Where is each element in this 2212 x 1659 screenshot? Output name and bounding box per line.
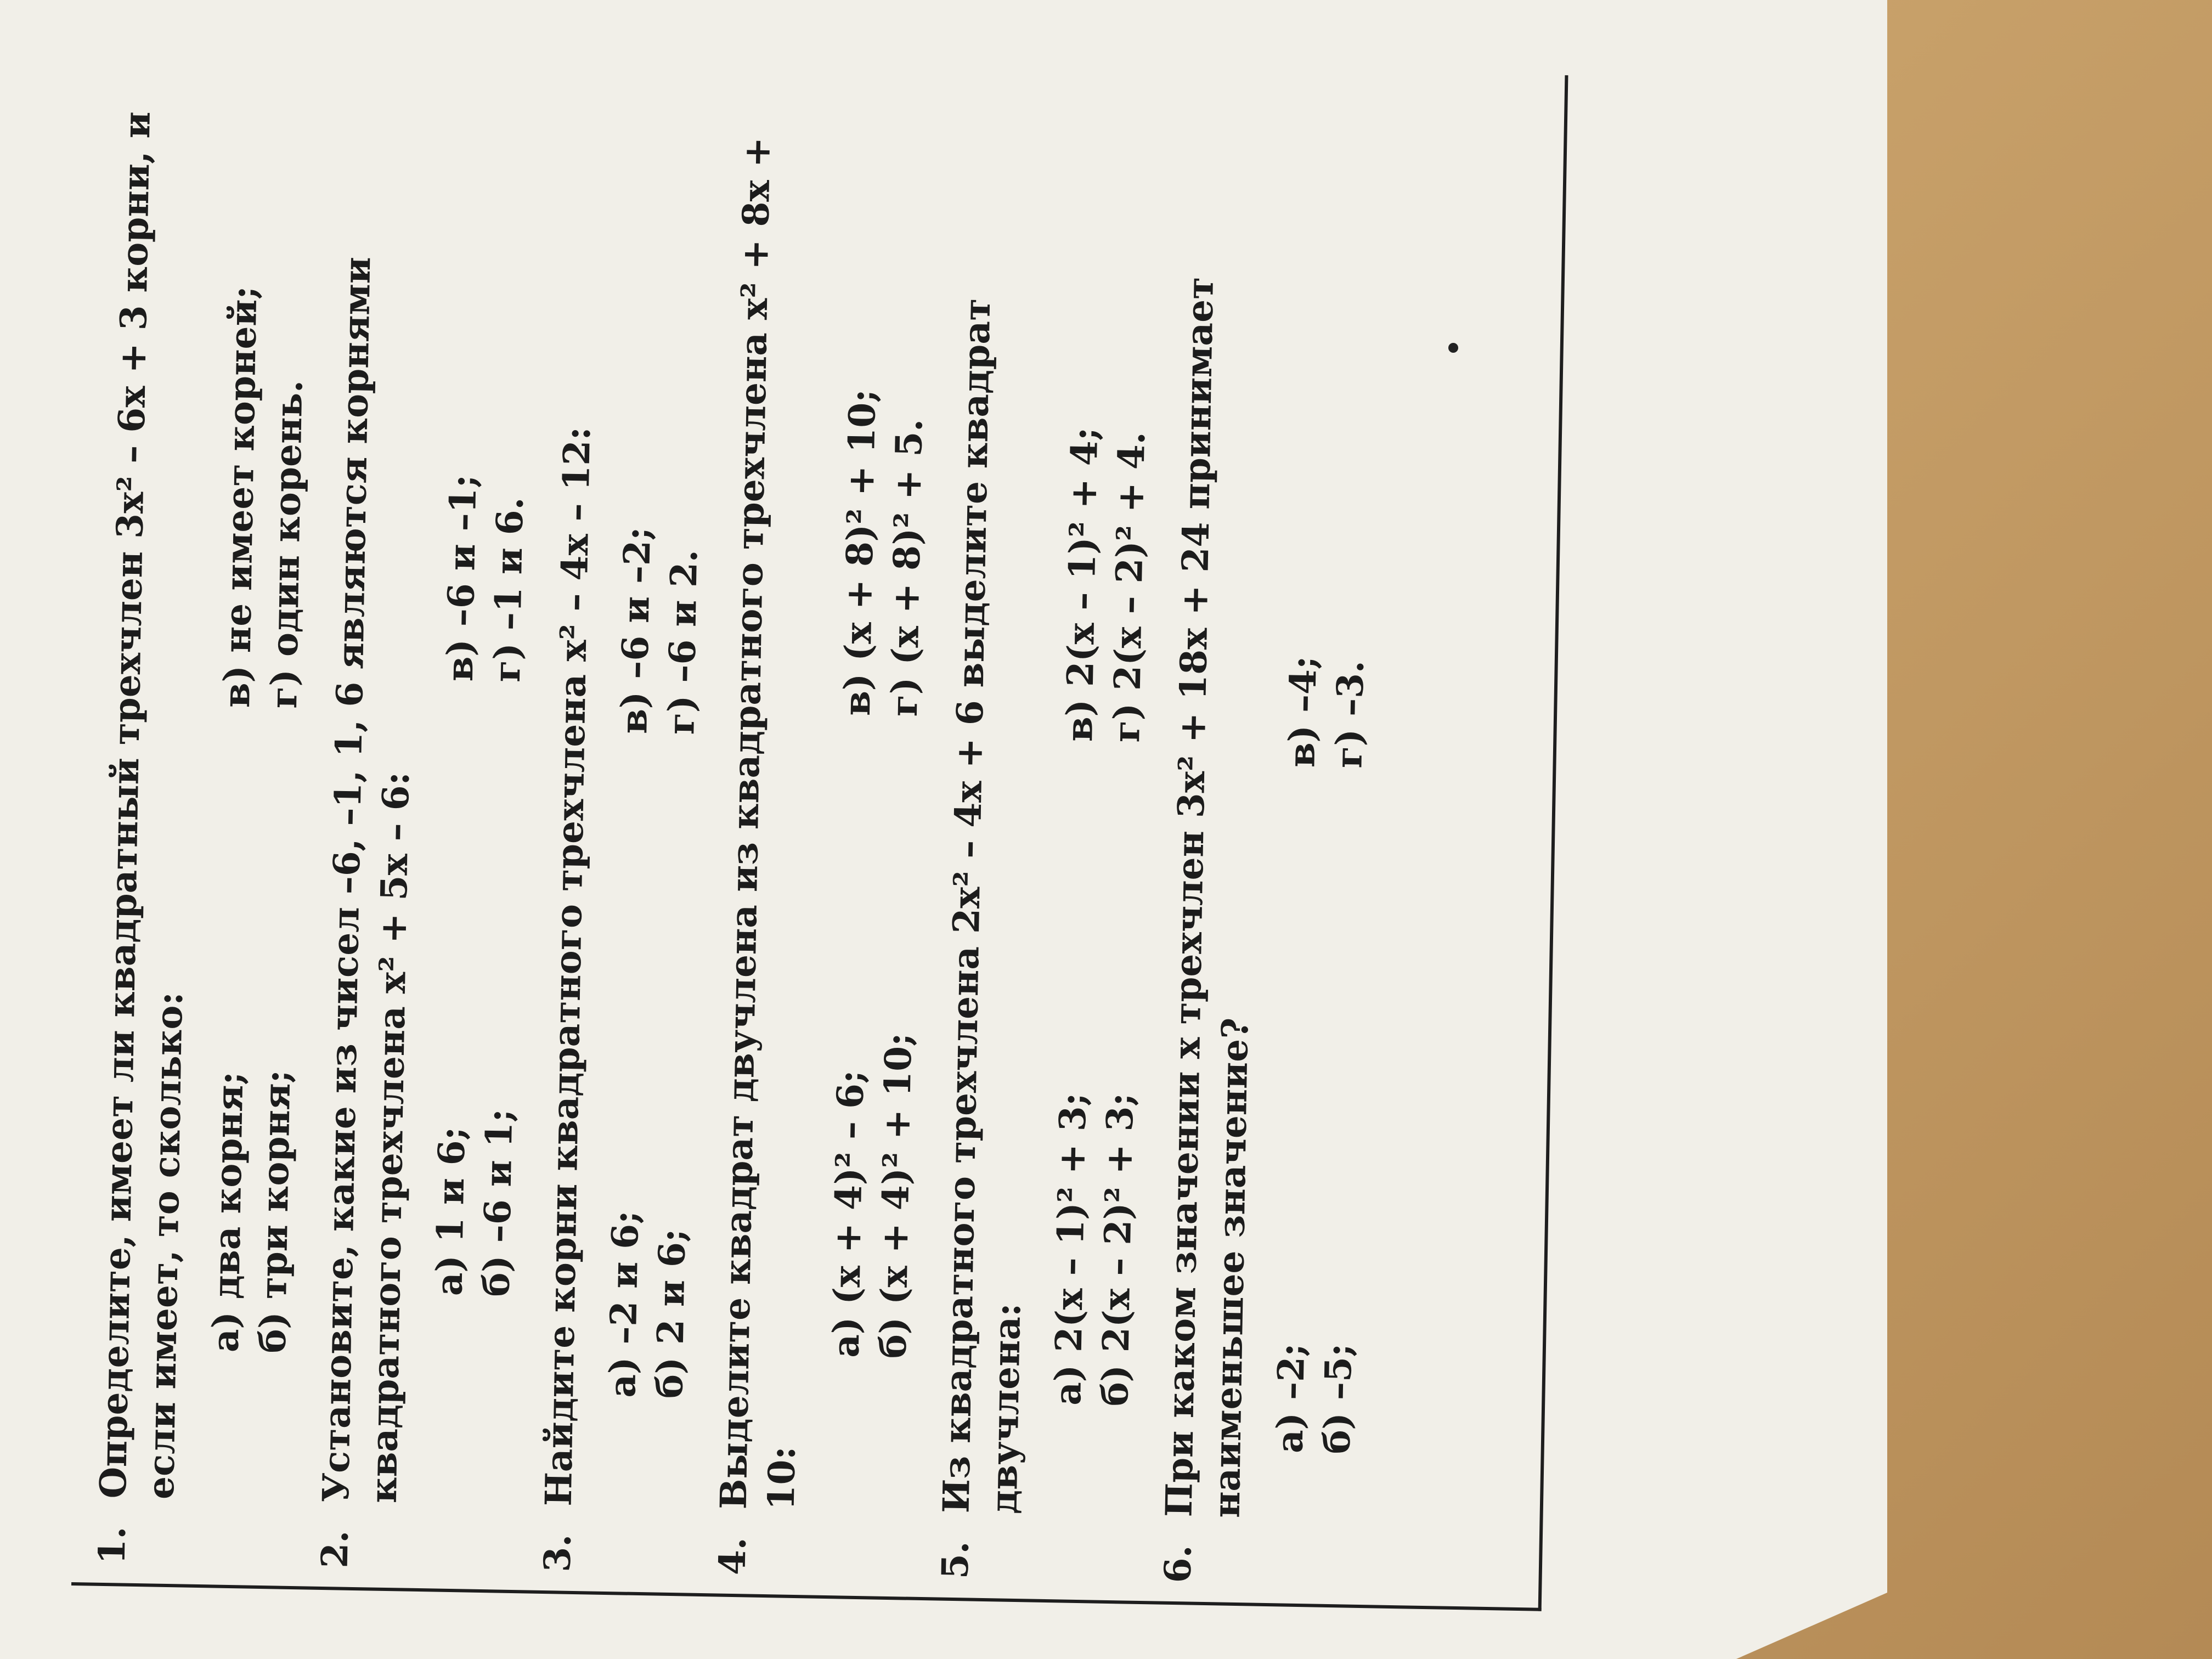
option-g: г) один корень.	[262, 380, 311, 709]
option-a: а) –2 и 6;	[601, 1210, 647, 1398]
option-v: в) не имеет корней;	[215, 285, 266, 708]
option-v: в) –4;	[1280, 655, 1325, 768]
answer-options	[422, 89, 541, 1506]
ink-dot	[1448, 343, 1458, 353]
question-3	[534, 91, 716, 1575]
option-a: а) 1 и 6;	[427, 1126, 473, 1296]
option-b: б) 2 и 6;	[648, 1228, 694, 1399]
question-text: Выделите квадрат двучлена из квадратного трехчлена x² + 8x + 10:	[712, 137, 804, 1511]
answer-options	[1265, 103, 1384, 1520]
option-a: а) два корня;	[204, 1071, 252, 1353]
question-6	[1154, 101, 1384, 1586]
question-list	[88, 83, 1403, 1587]
question-text: Из квадратного трехчлена 2x² – 4x + 6 выделите квадрат двучлена:	[934, 298, 1029, 1515]
question-5	[931, 98, 1161, 1582]
option-b: б) –6 и 1;	[475, 1108, 521, 1297]
question-text: Определите, имеет ли квадратный трехчлен 3x² – 6x + 3 корни, и если имеет, то сколько:	[91, 111, 191, 1500]
question-2	[311, 87, 541, 1571]
question-4	[709, 94, 939, 1578]
option-a: а) –2;	[1268, 1342, 1313, 1454]
question-number: 3.	[535, 1533, 579, 1573]
worksheet	[71, 38, 1568, 1611]
option-g: г) –1 и 6.	[485, 496, 532, 683]
question-number: 5.	[933, 1541, 977, 1579]
option-g: г) 2(x – 2)² + 4.	[1105, 431, 1153, 743]
question-1	[88, 83, 318, 1567]
option-v: в) –6 и –1;	[438, 474, 485, 682]
question-text: Установите, какие из чисел –6, –1, 1, 6 являются корнями квадратного трехчлена x² + 5x – 6:	[314, 256, 417, 1504]
question-number: 2.	[313, 1530, 357, 1569]
option-b: б) (x + 4)² + 10;	[871, 1032, 920, 1359]
option-b: б) три корня;	[251, 1069, 299, 1354]
option-b: б) –5;	[1315, 1343, 1361, 1454]
question-text: Найдите корни квадратного трехчлена x² – 4x – 12:	[537, 426, 599, 1507]
answer-options	[820, 95, 939, 1513]
answer-options	[199, 84, 318, 1502]
option-b: б) 2(x – 2)² + 3;	[1093, 1092, 1142, 1407]
option-a: а) (x + 4)² – 6;	[824, 1069, 872, 1358]
option-v: в) 2(x – 1)² + 4;	[1058, 427, 1107, 742]
question-number: 4.	[710, 1537, 754, 1576]
option-g: г) –6 и 2.	[659, 549, 706, 735]
option-a: а) 2(x – 1)² + 3;	[1046, 1092, 1094, 1406]
question-number: 1.	[90, 1526, 134, 1565]
option-v: в) (x + 8)² + 10;	[835, 388, 884, 716]
option-g: г) –3.	[1327, 660, 1372, 769]
answer-options	[597, 92, 716, 1509]
question-text: При каком значении x трехчлен 3x² + 18x + 24 принимает наименьшее значение?	[1157, 276, 1257, 1519]
option-g: г) (x + 8)² + 5.	[882, 418, 931, 717]
option-v: в) –6 и –2;	[612, 526, 659, 735]
answer-options	[1042, 99, 1161, 1516]
question-number: 6.	[1156, 1544, 1200, 1583]
